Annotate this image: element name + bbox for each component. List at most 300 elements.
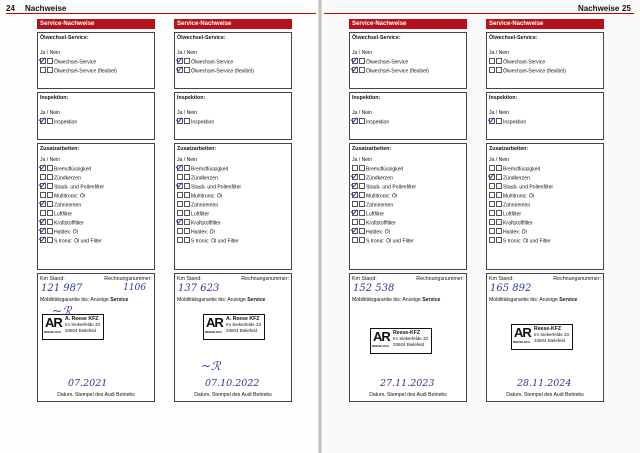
oel-item-label: Ölwechsel-Service: [191, 59, 234, 66]
oelwechsel-title: Ölwechsel-Service:: [40, 35, 89, 41]
checkbox-ja[interactable]: [352, 237, 358, 243]
ja-nein-label: Ja / Nein: [489, 110, 510, 116]
checkbox-nein[interactable]: [496, 174, 502, 180]
checkbox-nein[interactable]: [47, 192, 53, 198]
zus-item: [175, 174, 291, 183]
zus-item-label: Bremsflüssigkeit: [191, 166, 229, 173]
zus-item-label: Zündkerzen: [366, 175, 393, 182]
workshop-stamp: [511, 324, 573, 350]
zusatz-title: Zusatzarbeiten:: [489, 146, 529, 152]
checkbox-ja[interactable]: [177, 219, 183, 225]
inspektion-title: Inspektion:: [352, 95, 381, 101]
checkbox-nein[interactable]: [184, 210, 190, 216]
zus-item: [38, 210, 154, 219]
stamp-city: 33604 Bielefeld: [226, 328, 258, 333]
km-label: Km Stand:: [352, 276, 377, 282]
checkbox-ja[interactable]: [177, 210, 183, 216]
checkbox-ja[interactable]: [489, 174, 495, 180]
service-record-2: [174, 19, 292, 402]
insp-item-label: Inspektion: [503, 119, 527, 126]
zus-item-label: Luftfilter: [366, 211, 385, 218]
checkbox-nein[interactable]: [359, 67, 365, 73]
oel-item: [350, 67, 466, 76]
km-row: [177, 276, 289, 282]
checkbox-nein[interactable]: [496, 219, 502, 225]
ja-nein-label: Ja / Nein: [489, 50, 510, 56]
km-value: 152 538: [353, 283, 395, 294]
workshop-stamp: [203, 314, 265, 340]
zus-item-label: Haldex: Öl: [191, 229, 215, 236]
checkbox-nein[interactable]: [184, 58, 190, 64]
title-rule: [6, 13, 316, 14]
zus-item-label: Multitronic: Öl: [54, 193, 86, 200]
checkbox-nein[interactable]: [359, 118, 365, 124]
checkbox-ja[interactable]: [40, 174, 46, 180]
insp-item: [487, 118, 603, 127]
zus-item-label: S tronic: Öl und Filter: [191, 238, 239, 245]
zusatz-title: Zusatzarbeiten:: [352, 146, 392, 152]
stamp-text: [65, 316, 100, 334]
checkbox-nein[interactable]: [47, 210, 53, 216]
checkbox-nein[interactable]: [496, 58, 502, 64]
zus-item: [38, 174, 154, 183]
zus-item: [350, 183, 466, 192]
zus-item-label: S tronic: Öl und Filter: [54, 238, 102, 245]
checkbox-ja[interactable]: [489, 183, 495, 189]
stamp-logo: AR: [45, 315, 62, 330]
checkbox-nein[interactable]: [184, 228, 190, 234]
ja-nein-label: Ja / Nein: [177, 110, 198, 116]
signature: ~ℛ: [52, 304, 72, 318]
checkbox-nein[interactable]: [184, 174, 190, 180]
stamp-text: [226, 316, 261, 334]
zus-item: [175, 201, 291, 210]
zus-item: [38, 219, 154, 228]
checkbox-nein[interactable]: [184, 237, 190, 243]
mobility-label: [352, 297, 440, 303]
checkbox-nein[interactable]: [47, 183, 53, 189]
zus-item-label: Bremsflüssigkeit: [54, 166, 92, 173]
km-value: 137 623: [178, 283, 220, 294]
stamp-street: Im Siekerfelde 33: [226, 322, 262, 327]
checkbox-nein[interactable]: [359, 192, 365, 198]
zus-item-label: Zahnriemen: [366, 202, 394, 209]
stamp-street: Im Siekerfelde 33: [393, 336, 429, 341]
checkbox-ja[interactable]: [352, 165, 358, 171]
stamp-name: Reese-KFZ: [393, 330, 421, 336]
checkbox-nein[interactable]: [359, 58, 365, 64]
checkbox-nein[interactable]: [359, 237, 365, 243]
zus-item: [175, 183, 291, 192]
checkbox-nein[interactable]: [496, 165, 502, 171]
checkbox-ja[interactable]: [352, 58, 358, 64]
mobility-text: Mobilitätsgarantie bis: Anzeige: [40, 297, 109, 303]
checkbox-ja[interactable]: [489, 118, 495, 124]
stamp-name: Reese-KFZ: [534, 326, 562, 332]
checkbox-ja[interactable]: [352, 183, 358, 189]
zus-item-label: Bremsflüssigkeit: [366, 166, 404, 173]
km-value: 165 892: [490, 283, 532, 294]
zus-item: [175, 228, 291, 237]
zus-item-label: Kraftstofffilter: [366, 220, 396, 227]
checkbox-ja[interactable]: [40, 192, 46, 198]
zus-item-label: Bremsflüssigkeit: [503, 166, 541, 173]
zus-item: [38, 228, 154, 237]
zusatzarbeiten-box: [37, 143, 155, 270]
zus-item: [175, 210, 291, 219]
page-number-right: 25: [622, 4, 631, 13]
zus-item: [350, 219, 466, 228]
page-number-left: 24: [6, 4, 15, 13]
checkbox-ja[interactable]: [177, 237, 183, 243]
stamp-text: [534, 326, 569, 344]
checkbox-ja[interactable]: [40, 228, 46, 234]
oel-item-label: Ölwechsel-Service: [54, 59, 97, 66]
oelwechsel-box: [37, 32, 155, 89]
checkbox-nein[interactable]: [496, 237, 502, 243]
zus-item: [175, 219, 291, 228]
zus-item-label: Zahnriemen: [503, 202, 531, 209]
checkbox-nein[interactable]: [496, 201, 502, 207]
stamp-kfz: REESE-KFZ: [44, 330, 62, 334]
zus-item: [487, 237, 603, 246]
oelwechsel-box: [174, 32, 292, 89]
checkbox-nein[interactable]: [47, 165, 53, 171]
checkbox-nein[interactable]: [359, 201, 365, 207]
zus-item: [38, 183, 154, 192]
zus-item-label: Haldex: Öl: [366, 229, 390, 236]
insp-item: [350, 118, 466, 127]
stamp-box: [349, 273, 467, 402]
inspektion-title: Inspektion:: [489, 95, 518, 101]
checkbox-ja[interactable]: [40, 58, 46, 64]
stamp-logo: AR: [514, 325, 531, 340]
checkbox-nein[interactable]: [47, 118, 53, 124]
oelwechsel-title: Ölwechsel-Service:: [352, 35, 401, 41]
zusatz-title: Zusatzarbeiten:: [40, 146, 80, 152]
zus-item-label: S tronic: Öl und Filter: [366, 238, 414, 245]
mobility-text: Mobilitätsgarantie bis: Anzeige: [489, 297, 558, 303]
service-date: 27.11.2023: [380, 378, 435, 389]
mobility-label: [40, 297, 128, 303]
zus-item: [350, 237, 466, 246]
oel-item: [175, 58, 291, 67]
checkbox-ja[interactable]: [352, 67, 358, 73]
zus-item: [38, 192, 154, 201]
checkbox-nein[interactable]: [184, 67, 190, 73]
date-label: Datum, Stempel des Audi Betriebs: [57, 392, 135, 398]
checkbox-ja[interactable]: [489, 165, 495, 171]
oel-item: [38, 67, 154, 76]
km-label: Km Stand:: [489, 276, 514, 282]
checkbox-nein[interactable]: [496, 118, 502, 124]
service-header: Service-Nachweise: [174, 19, 292, 29]
stamp-logo: AR: [373, 329, 390, 344]
oel-item-label: Ölwechsel-Service (flexibel): [54, 68, 117, 75]
service-record-4: [486, 19, 604, 402]
zus-item: [487, 219, 603, 228]
oel-item-label: Ölwechsel-Service (flexibel): [366, 68, 429, 75]
checkbox-ja[interactable]: [489, 237, 495, 243]
zus-item: [350, 210, 466, 219]
checkbox-nein[interactable]: [47, 219, 53, 225]
ja-nein-label: Ja / Nein: [40, 50, 61, 56]
oel-item: [350, 58, 466, 67]
date-label: Datum, Stempel des Audi Betriebs: [506, 392, 584, 398]
insp-item: [175, 118, 291, 127]
oel-item: [487, 67, 603, 76]
oelwechsel-box: [486, 32, 604, 89]
checkbox-ja[interactable]: [40, 201, 46, 207]
checkbox-nein[interactable]: [496, 67, 502, 73]
ja-nein-label: Ja / Nein: [352, 50, 373, 56]
oelwechsel-title: Ölwechsel-Service:: [489, 35, 538, 41]
stamp-box: [486, 273, 604, 402]
zus-item-label: Zündkerzen: [54, 175, 81, 182]
checkbox-ja[interactable]: [40, 165, 46, 171]
checkbox-nein[interactable]: [496, 192, 502, 198]
zus-item: [38, 165, 154, 174]
oel-item-label: Ölwechsel-Service (flexibel): [503, 68, 566, 75]
inspektion-box: [349, 92, 467, 140]
km-label: Km Stand:: [177, 276, 202, 282]
stamp-city: 33604 Bielefeld: [65, 328, 97, 333]
zus-item: [487, 192, 603, 201]
checkbox-ja[interactable]: [177, 67, 183, 73]
stamp-city: 33604 Bielefeld: [393, 342, 425, 347]
checkbox-ja[interactable]: [40, 183, 46, 189]
checkbox-ja[interactable]: [489, 210, 495, 216]
zus-item: [350, 228, 466, 237]
checkbox-ja[interactable]: [352, 210, 358, 216]
inspektion-title: Inspektion:: [40, 95, 69, 101]
checkbox-nein[interactable]: [184, 219, 190, 225]
zus-item-label: Multitronic: Öl: [191, 193, 223, 200]
stamp-name: A. Reese KFZ: [65, 316, 99, 322]
checkbox-ja[interactable]: [489, 67, 495, 73]
checkbox-nein[interactable]: [184, 192, 190, 198]
stamp-box: [174, 273, 292, 402]
service-header: Service-Nachweise: [486, 19, 604, 29]
ja-nein-label: Ja / Nein: [352, 110, 373, 116]
zus-item: [175, 237, 291, 246]
oel-item-label: Ölwechsel-Service (flexibel): [191, 68, 254, 75]
zusatzarbeiten-box: [174, 143, 292, 270]
stamp-kfz: REESE-KFZ: [513, 340, 531, 344]
zus-item-label: Haldex: Öl: [503, 229, 527, 236]
stamp-kfz: REESE-KFZ: [372, 344, 390, 348]
ja-nein-label: Ja / Nein: [177, 50, 198, 56]
zus-item: [38, 201, 154, 210]
checkbox-nein[interactable]: [47, 58, 53, 64]
workshop-stamp: [370, 328, 432, 354]
ja-nein-label: Ja / Nein: [489, 157, 510, 163]
rechnung-label: Rechnungsnummer:: [241, 276, 289, 282]
signature: ~ℛ: [201, 359, 221, 373]
service-date: 07.2021: [68, 378, 108, 389]
zus-item-label: Luftfilter: [503, 211, 522, 218]
checkbox-ja[interactable]: [177, 201, 183, 207]
zus-item: [175, 165, 291, 174]
zus-item-label: Kraftstofffilter: [54, 220, 84, 227]
checkbox-nein[interactable]: [47, 201, 53, 207]
oel-item: [487, 58, 603, 67]
checkbox-ja[interactable]: [40, 67, 46, 73]
checkbox-ja[interactable]: [352, 201, 358, 207]
rechnung-label: Rechnungsnummer:: [553, 276, 601, 282]
checkbox-nein[interactable]: [496, 228, 502, 234]
zusatz-title: Zusatzarbeiten:: [177, 146, 217, 152]
km-value: 121 987: [41, 283, 83, 294]
checkbox-nein[interactable]: [47, 228, 53, 234]
service-record-1: [37, 19, 155, 402]
zus-item-label: Staub- und Pollenfilter: [503, 184, 554, 191]
checkbox-nein[interactable]: [184, 183, 190, 189]
km-label: Km Stand:: [40, 276, 65, 282]
date-label: Datum, Stempel des Audi Betriebs: [194, 392, 272, 398]
zus-item-label: Luftfilter: [191, 211, 210, 218]
checkbox-ja[interactable]: [177, 192, 183, 198]
checkbox-nein[interactable]: [184, 201, 190, 207]
service-header: Service-Nachweise: [349, 19, 467, 29]
checkbox-ja[interactable]: [177, 183, 183, 189]
zus-item-label: Multitronic: Öl: [366, 193, 398, 200]
zus-item-label: Zündkerzen: [503, 175, 530, 182]
zus-item: [350, 192, 466, 201]
zus-item-label: Staub- und Pollenfilter: [191, 184, 242, 191]
stamp-text: [393, 330, 428, 348]
ja-nein-label: Ja / Nein: [40, 157, 61, 163]
checkbox-nein[interactable]: [359, 183, 365, 189]
stamp-kfz: REESE-KFZ: [205, 330, 223, 334]
checkbox-ja[interactable]: [489, 58, 495, 64]
oel-item-label: Ölwechsel-Service: [366, 59, 409, 66]
checkbox-nein[interactable]: [359, 210, 365, 216]
checkbox-ja[interactable]: [40, 118, 46, 124]
checkbox-nein[interactable]: [47, 174, 53, 180]
checkbox-nein[interactable]: [496, 210, 502, 216]
checkbox-ja[interactable]: [352, 219, 358, 225]
zus-item: [487, 165, 603, 174]
zus-item-label: Kraftstofffilter: [191, 220, 221, 227]
checkbox-ja[interactable]: [352, 228, 358, 234]
checkbox-nein[interactable]: [184, 118, 190, 124]
zus-item-label: Multitronic: Öl: [503, 193, 535, 200]
mobility-service: Service: [110, 297, 129, 303]
zus-item-label: S tronic: Öl und Filter: [503, 238, 551, 245]
zus-item: [175, 192, 291, 201]
checkbox-ja[interactable]: [177, 174, 183, 180]
zus-item: [487, 174, 603, 183]
checkbox-ja[interactable]: [177, 165, 183, 171]
km-row: [40, 276, 152, 282]
ja-nein-label: Ja / Nein: [40, 110, 61, 116]
checkbox-ja[interactable]: [352, 118, 358, 124]
mobility-text: Mobilitätsgarantie bis: Anzeige: [177, 297, 246, 303]
checkbox-ja[interactable]: [40, 237, 46, 243]
zus-item-label: Zahnriemen: [191, 202, 219, 209]
oelwechsel-title: Ölwechsel-Service:: [177, 35, 226, 41]
checkbox-nein[interactable]: [359, 165, 365, 171]
checkbox-ja[interactable]: [489, 192, 495, 198]
mobility-service: Service: [559, 297, 578, 303]
checkbox-nein[interactable]: [359, 219, 365, 225]
oel-item: [175, 67, 291, 76]
inspektion-title: Inspektion:: [177, 95, 206, 101]
checkbox-ja[interactable]: [352, 192, 358, 198]
zus-item-label: Staub- und Pollenfilter: [366, 184, 417, 191]
zus-item: [487, 210, 603, 219]
stamp-street: Im Siekerfelde 33: [534, 332, 570, 337]
zus-item-label: Kraftstofffilter: [503, 220, 533, 227]
inspektion-box: [37, 92, 155, 140]
invoice-value: 1106: [123, 283, 146, 293]
date-label: Datum, Stempel des Audi Betriebs: [369, 392, 447, 398]
checkbox-ja[interactable]: [40, 219, 46, 225]
stamp-name: A. Reese KFZ: [226, 316, 260, 322]
mobility-label: [489, 297, 577, 303]
zus-item: [487, 201, 603, 210]
stamp-city: 33604 Bielefeld: [534, 338, 566, 343]
checkbox-nein[interactable]: [47, 67, 53, 73]
ja-nein-label: Ja / Nein: [352, 157, 373, 163]
ja-nein-label: Ja / Nein: [177, 157, 198, 163]
checkbox-ja[interactable]: [40, 210, 46, 216]
zus-item: [350, 165, 466, 174]
checkbox-nein[interactable]: [359, 228, 365, 234]
zus-item: [350, 174, 466, 183]
km-row: [489, 276, 601, 282]
stamp-box: [37, 273, 155, 402]
checkbox-ja[interactable]: [489, 201, 495, 207]
checkbox-nein[interactable]: [496, 183, 502, 189]
insp-item: [38, 118, 154, 127]
service-date: 28.11.2024: [517, 378, 572, 389]
stamp-street: Im Siekerfelde 33: [65, 322, 101, 327]
checkbox-ja[interactable]: [489, 219, 495, 225]
checkbox-nein[interactable]: [359, 174, 365, 180]
rechnung-label: Rechnungsnummer:: [104, 276, 152, 282]
stamp-logo: AR: [206, 315, 223, 330]
km-row: [352, 276, 464, 282]
checkbox-ja[interactable]: [489, 228, 495, 234]
inspektion-box: [486, 92, 604, 140]
insp-item-label: Inspektion: [366, 119, 390, 126]
page-title-left: Nachweise: [25, 4, 67, 13]
checkbox-ja[interactable]: [177, 228, 183, 234]
zus-item: [350, 201, 466, 210]
book-gutter: [318, 0, 322, 453]
oel-item: [38, 58, 154, 67]
rechnung-label: Rechnungsnummer:: [416, 276, 464, 282]
zus-item-label: Zündkerzen: [191, 175, 218, 182]
zus-item-label: Haldex: Öl: [54, 229, 78, 236]
zusatzarbeiten-box: [349, 143, 467, 270]
title-rule: [324, 13, 634, 14]
insp-item-label: Inspektion: [54, 119, 78, 126]
checkbox-nein[interactable]: [47, 237, 53, 243]
oelwechsel-box: [349, 32, 467, 89]
checkbox-ja[interactable]: [352, 174, 358, 180]
zus-item-label: Staub- und Pollenfilter: [54, 184, 105, 191]
zus-item-label: Zahnriemen: [54, 202, 82, 209]
checkbox-ja[interactable]: [177, 118, 183, 124]
mobility-label: [177, 297, 265, 303]
zus-item: [38, 237, 154, 246]
checkbox-nein[interactable]: [184, 165, 190, 171]
checkbox-ja[interactable]: [177, 58, 183, 64]
zus-item-label: Luftfilter: [54, 211, 73, 218]
